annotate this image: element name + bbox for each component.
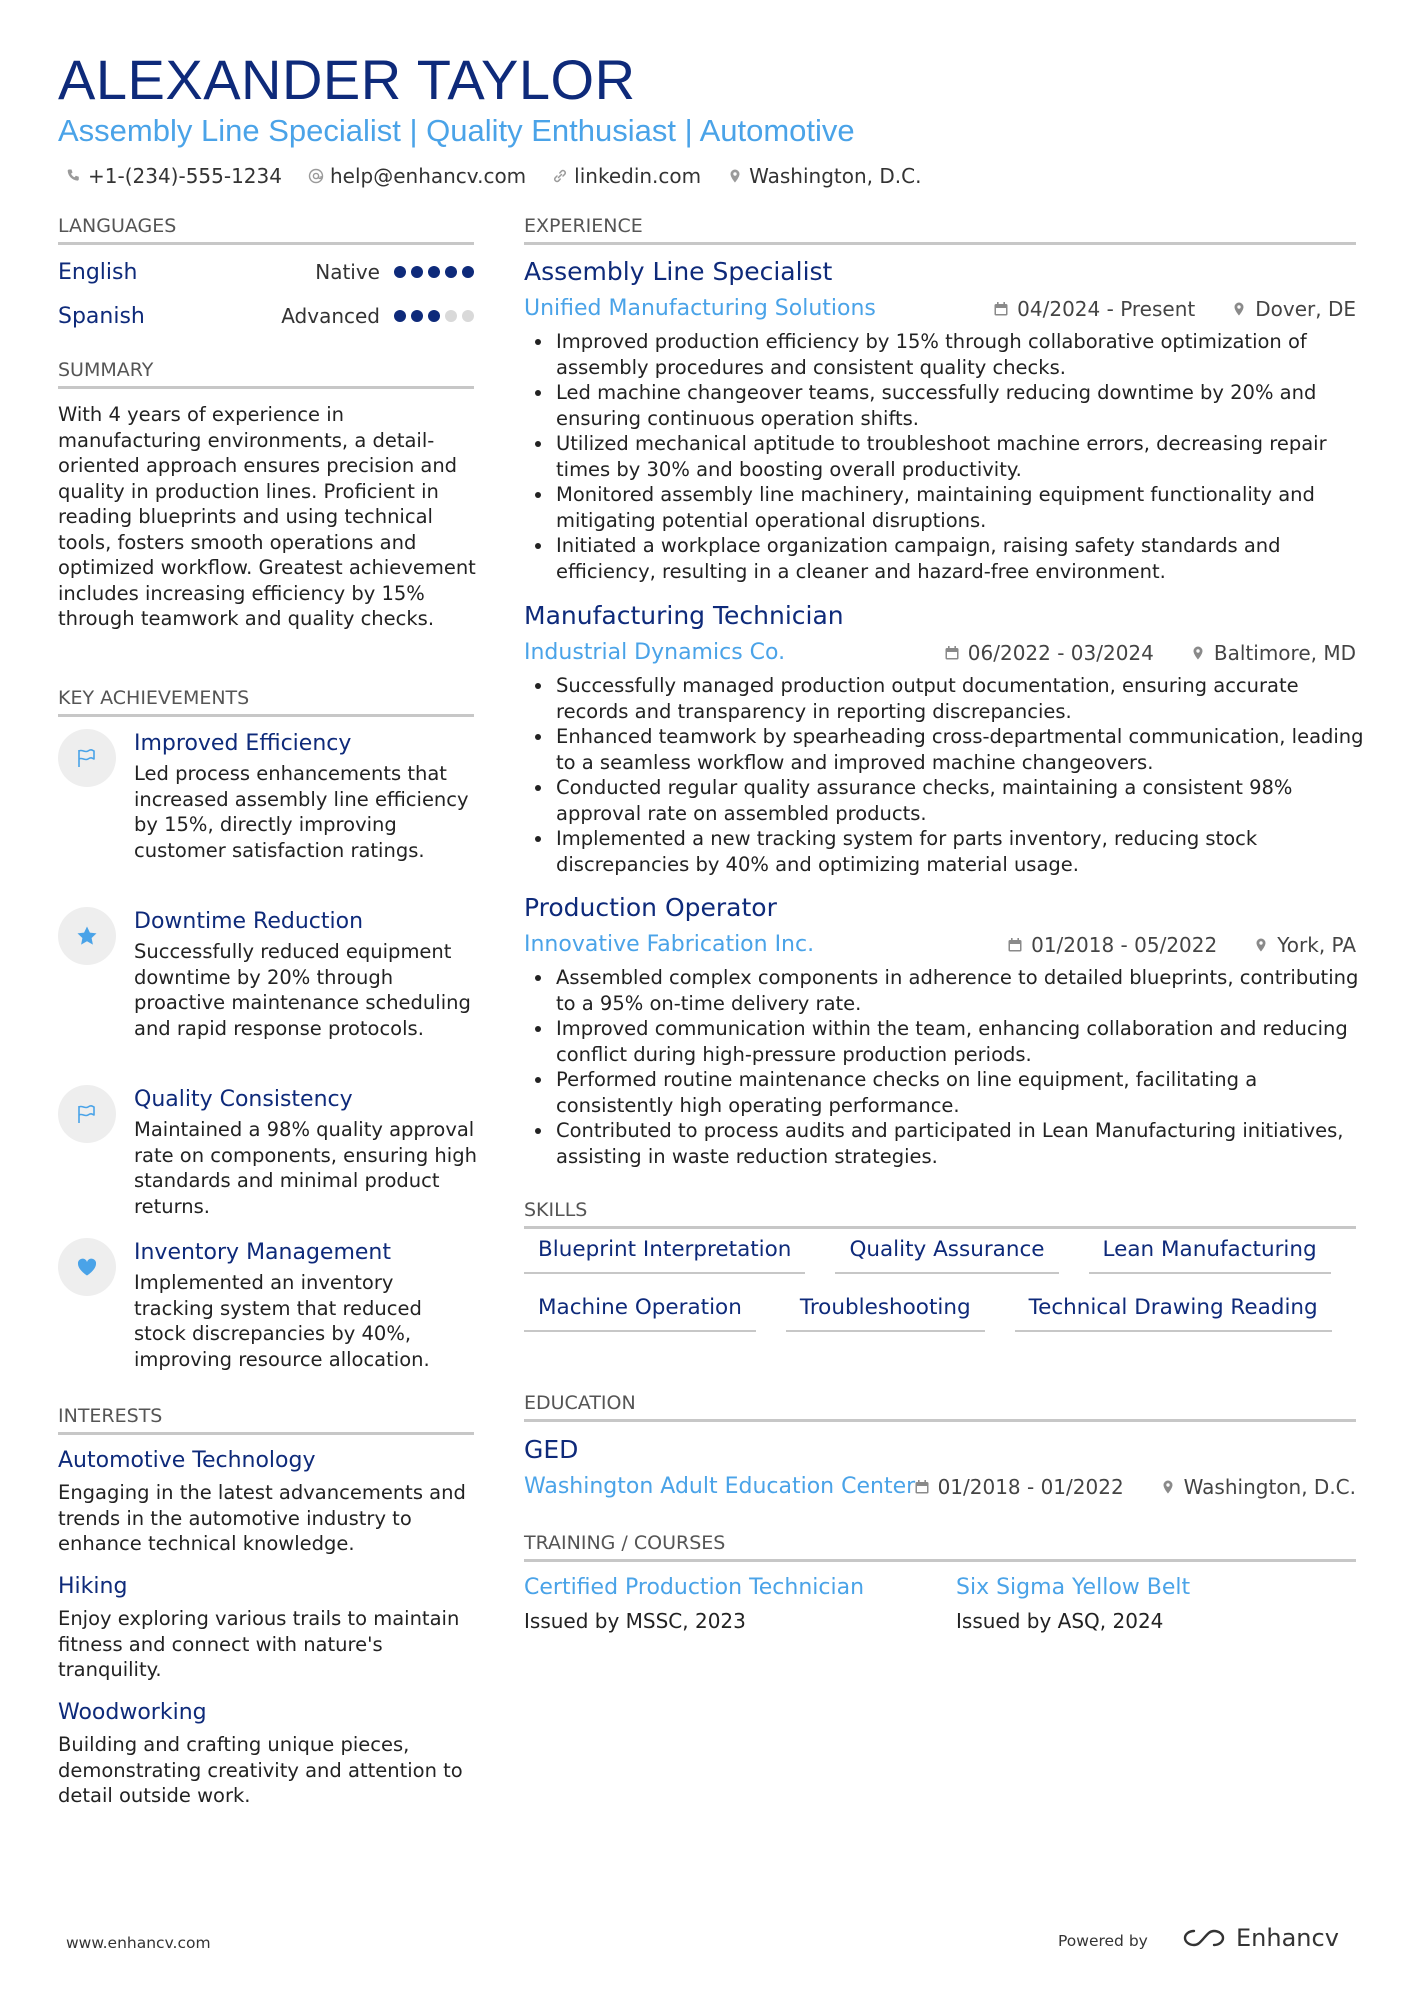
language-row-spanish: [58, 301, 474, 331]
achievement-description: Led process enhancements that increased assembly line efficiency by 15%, directly improving customer satisfaction ratings.: [134, 762, 469, 862]
language-name: Spanish: [58, 303, 145, 329]
bullet-item: • Successfully managed production output documentation, ensuring accurate records and transparency in reporting discrepancies.: [554, 673, 1370, 724]
calendar-icon: [944, 645, 960, 661]
job-bullets: [540, 329, 1370, 584]
interest-title: Woodworking: [58, 1700, 207, 1725]
proficiency-dot-filled: [411, 266, 423, 278]
candidate-name: ALEXANDER TAYLOR: [58, 48, 636, 111]
skills-heading: SKILLS: [524, 1198, 1356, 1229]
summary-text: With 4 years of experience in manufacturing environments, a detail-oriented approach ensures precision and quality in production lines. Proficient in reading blueprints and using technical tools, fosters smooth operations and optimized workflow. Greatest achievement includes increasing efficiency by 15% through teamwork and quality checks.: [58, 403, 476, 630]
proficiency-dots: [394, 310, 474, 322]
skills-list: [524, 1236, 1356, 1332]
bullet-item: • Contributed to process audits and participated in Lean Manufacturing initiatives, assisting in waste reduction strategies.: [554, 1118, 1370, 1169]
summary-heading: SUMMARY: [58, 358, 474, 389]
course-title: Certified Production Technician: [524, 1575, 865, 1600]
skill-tag: Machine Operation: [524, 1294, 756, 1332]
job-company: Innovative Fabrication Inc.: [524, 932, 815, 957]
language-name: English: [58, 259, 138, 285]
achievement-icon-badge: [58, 1238, 116, 1296]
language-level: Advanced: [281, 304, 380, 328]
proficiency-dot-filled: [411, 310, 423, 322]
bullet-item: • Enhanced teamwork by spearheading cross-departmental communication, leading to a seamless workflow and improved machine changeovers.: [554, 724, 1370, 775]
language-level: Native: [315, 260, 380, 284]
proficiency-dot-filled: [428, 266, 440, 278]
job-meta: [1007, 930, 1356, 960]
bullet-item: • Led machine changeover teams, successfully reducing downtime by 20% and ensuring continuous operation shifts.: [554, 380, 1370, 431]
heart-icon: [75, 1255, 99, 1279]
contact-linkedin[interactable]: [552, 162, 701, 190]
job-meta: [993, 294, 1356, 324]
achievement-description: Implemented an inventory tracking system that reduced stock discrepancies by 40%, improving resource allocation.: [134, 1271, 430, 1371]
achievement-title: Downtime Reduction: [134, 909, 364, 934]
training-heading: TRAINING / COURSES: [524, 1531, 1356, 1562]
linkedin-text: linkedin.com: [574, 164, 702, 188]
achievement-icon-badge: [58, 907, 116, 965]
candidate-tagline: Assembly Line Specialist | Quality Enthusiast | Automotive: [58, 113, 855, 148]
location-pin-icon: [1190, 645, 1206, 661]
achievement-description: Maintained a 98% quality approval rate on components, ensuring high standards and minimal product returns.: [134, 1118, 477, 1218]
course-issuer: Issued by MSSC, 2023: [524, 1609, 746, 1633]
interest-description: Enjoy exploring various trails to maintain fitness and connect with nature's tranquility.: [58, 1607, 460, 1681]
calendar-icon: [1007, 937, 1023, 953]
interest-description: Building and crafting unique pieces, demonstrating creativity and attention to detail outside work.: [58, 1733, 463, 1807]
location-pin-icon: [1160, 1479, 1176, 1495]
flag-icon: [75, 746, 99, 770]
proficiency-dots: [394, 266, 474, 278]
job-dates: 06/2022 - 03/2024: [967, 641, 1154, 665]
job-title: Assembly Line Specialist: [524, 257, 833, 286]
footer-website[interactable]: www.enhancv.com: [66, 1934, 211, 1952]
bullet-item: • Utilized mechanical aptitude to troubleshoot machine errors, decreasing repair times by 30% and boosting overall productivity.: [554, 431, 1370, 482]
experience-heading: EXPERIENCE: [524, 214, 1356, 245]
proficiency-dot-empty: [462, 310, 474, 322]
location-pin-icon: [727, 168, 743, 184]
link-icon: [552, 168, 568, 184]
education-school: Washington Adult Education Center: [524, 1474, 916, 1499]
proficiency-dot-filled: [394, 266, 406, 278]
phone-icon: [66, 168, 82, 184]
phone-text: +1-(234)-555-1234: [88, 164, 282, 188]
education-dates: 01/2018 - 01/2022: [937, 1475, 1124, 1499]
contact-location: [727, 162, 921, 190]
achievement-title: Inventory Management: [134, 1240, 391, 1265]
proficiency-dot-filled: [428, 310, 440, 322]
email-text: help@enhancv.com: [329, 164, 527, 188]
flag-icon: [75, 1102, 99, 1126]
star-icon: [75, 924, 99, 948]
bullet-item: • Monitored assembly line machinery, maintaining equipment functionality and mitigating potential operational disruptions.: [554, 482, 1370, 533]
job-bullets: [540, 965, 1370, 1169]
location-pin-icon: [1253, 937, 1269, 953]
job-location: Dover, DE: [1255, 297, 1356, 321]
job-meta: [944, 638, 1356, 668]
skill-tag: Technical Drawing Reading: [1015, 1294, 1332, 1332]
course-title: Six Sigma Yellow Belt: [956, 1575, 1191, 1600]
education-heading: EDUCATION: [524, 1391, 1356, 1422]
skill-tag: Quality Assurance: [835, 1236, 1058, 1274]
proficiency-dot-filled: [445, 266, 457, 278]
at-icon: [308, 168, 324, 184]
achievement-title: Quality Consistency: [134, 1087, 353, 1112]
calendar-icon: [914, 1479, 930, 1495]
skill-tag: Troubleshooting: [786, 1294, 985, 1332]
job-title: Manufacturing Technician: [524, 601, 844, 630]
enhancv-logo-icon: [1180, 1925, 1228, 1951]
languages-heading: LANGUAGES: [58, 214, 474, 245]
achievement-icon-badge: [58, 729, 116, 787]
achievement-description: Successfully reduced equipment downtime by 20% through proactive maintenance scheduling and rapid response protocols.: [134, 940, 471, 1040]
achievement-icon-badge: [58, 1085, 116, 1143]
enhancv-brand-text: Enhancv: [1236, 1924, 1339, 1952]
job-location: York, PA: [1277, 933, 1356, 957]
education-location: Washington, D.C.: [1183, 1475, 1356, 1499]
bullet-item: • Performed routine maintenance checks on line equipment, facilitating a consistently high operating performance.: [554, 1067, 1370, 1118]
job-dates: 04/2024 - Present: [1017, 297, 1196, 321]
education-degree: GED: [524, 1435, 579, 1464]
course-issuer: Issued by ASQ, 2024: [956, 1609, 1164, 1633]
language-row-english: [58, 257, 474, 287]
achievement-title: Improved Efficiency: [134, 731, 352, 756]
skill-tag: Lean Manufacturing: [1089, 1236, 1331, 1274]
proficiency-dot-filled: [394, 310, 406, 322]
bullet-item: • Improved communication within the team, enhancing collaboration and reducing conflict during high-pressure production periods.: [554, 1016, 1370, 1067]
footer-powered-by: Powered by: [1058, 1932, 1148, 1950]
bullet-item: • Initiated a workplace organization campaign, raising safety standards and efficiency, resulting in a cleaner and hazard-free environment.: [554, 533, 1370, 584]
proficiency-dot-filled: [462, 266, 474, 278]
bullet-item: • Assembled complex components in adherence to detailed blueprints, contributing to a 95% on-time delivery rate.: [554, 965, 1370, 1016]
education-meta: [914, 1472, 1356, 1502]
enhancv-logo[interactable]: [1180, 1924, 1339, 1952]
job-title: Production Operator: [524, 893, 777, 922]
job-company: Unified Manufacturing Solutions: [524, 296, 876, 321]
location-pin-icon: [1231, 301, 1247, 317]
job-company: Industrial Dynamics Co.: [524, 640, 786, 665]
job-location: Baltimore, MD: [1213, 641, 1356, 665]
interest-title: Hiking: [58, 1574, 128, 1599]
bullet-item: • Implemented a new tracking system for parts inventory, reducing stock discrepancies by 40% and optimizing material usage.: [554, 826, 1370, 877]
location-text: Washington, D.C.: [749, 164, 922, 188]
job-bullets: [540, 673, 1370, 877]
proficiency-dot-empty: [445, 310, 457, 322]
contact-phone[interactable]: [66, 162, 282, 190]
bullet-item: • Improved production efficiency by 15% through collaborative optimization of assembly procedures and consistent quality checks.: [554, 329, 1370, 380]
skill-tag: Blueprint Interpretation: [524, 1236, 805, 1274]
contact-bar: [66, 162, 921, 190]
contact-email[interactable]: [308, 162, 526, 190]
job-dates: 01/2018 - 05/2022: [1031, 933, 1218, 957]
achievements-heading: KEY ACHIEVEMENTS: [58, 686, 474, 717]
interest-description: Engaging in the latest advancements and trends in the automotive industry to enhance technical knowledge.: [58, 1481, 466, 1555]
calendar-icon: [993, 301, 1009, 317]
interests-heading: INTERESTS: [58, 1404, 474, 1435]
interest-title: Automotive Technology: [58, 1448, 316, 1473]
bullet-item: • Conducted regular quality assurance checks, maintaining a consistent 98% approval rate on assembled products.: [554, 775, 1370, 826]
